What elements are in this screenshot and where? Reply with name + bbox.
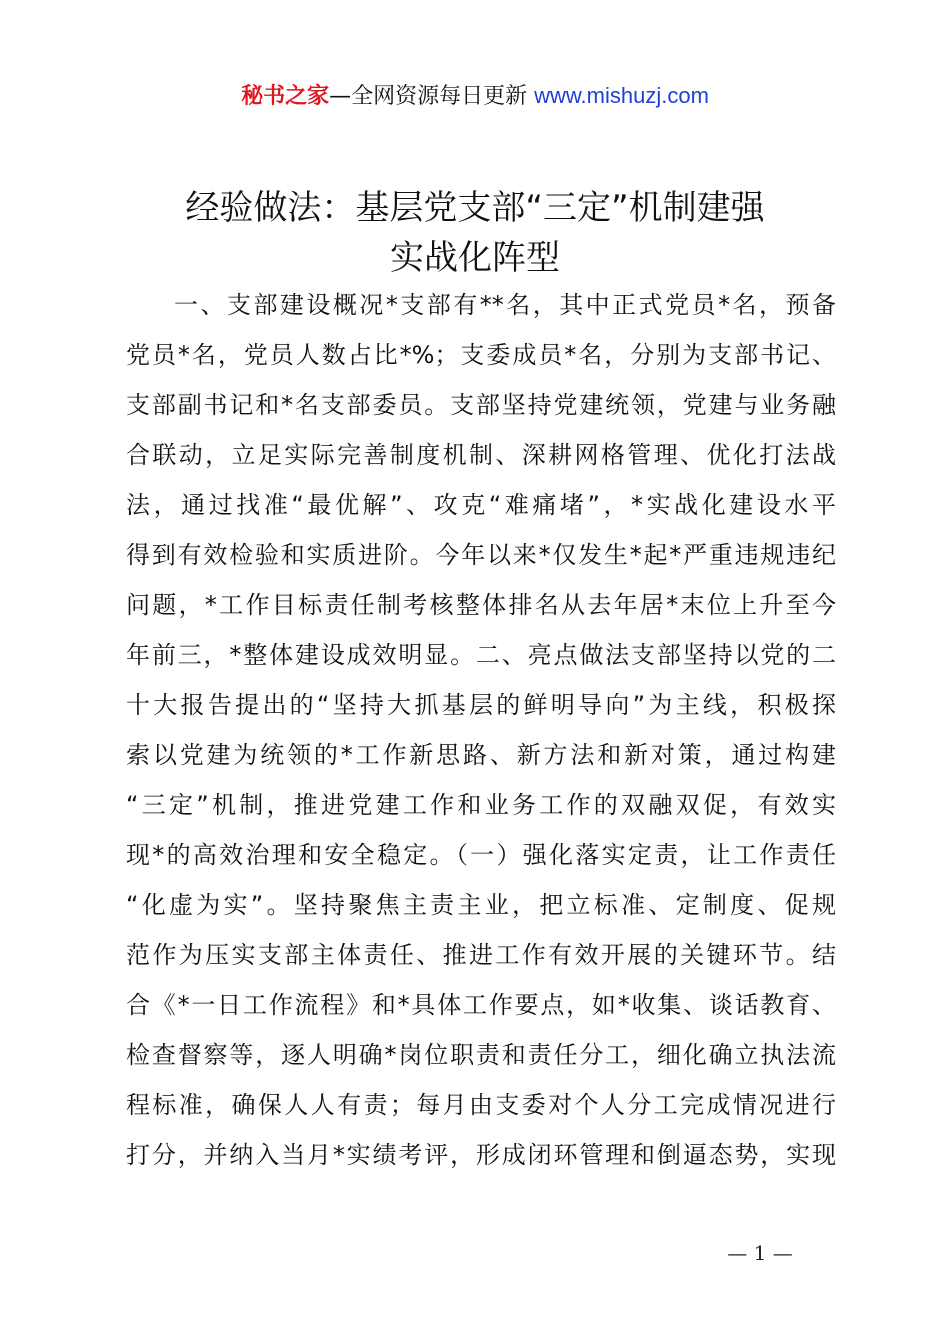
- body-paragraph: [126, 280, 836, 1180]
- brand-name: 秘书之家: [241, 84, 330, 109]
- title-line-1: 经验做法：基层党支部“三定”机制建强: [185, 188, 765, 228]
- body-line: 检查督察等，逐人明确*岗位职责和责任分工，细化确立执法流: [126, 1041, 836, 1069]
- document-title: [100, 183, 850, 283]
- body-line: 程标准，确保人人有责；每月由支委对个人分工完成情况进行: [126, 1091, 836, 1119]
- site-url-link[interactable]: www.mishuzj.com: [534, 83, 709, 108]
- body-line: 年前三，*整体建设成效明显。二、亮点做法支部坚持以党的二: [126, 641, 836, 669]
- body-line: 现*的高效治理和安全稳定。（一）强化落实定责，让工作责任: [126, 841, 836, 869]
- body-line: 支部副书记和*名支部委员。支部坚持党建统领，党建与业务融: [126, 391, 836, 419]
- body-line: 一、支部建设概况*支部有**名，其中正式党员*名，预备: [174, 291, 836, 319]
- body-line: 打分，并纳入当月*实绩考评，形成闭环管理和倒逼态势，实现: [126, 1141, 836, 1169]
- body-line: “三定”机制，推进党建工作和业务工作的双融双促，有效实: [126, 791, 836, 819]
- body-line: 十大报告提出的“坚持大抓基层的鲜明导向”为主线，积极探: [126, 691, 836, 719]
- site-header: [0, 80, 950, 113]
- body-line: 合联动，立足实际完善制度机制、深耕网格管理、优化打法战: [126, 441, 836, 469]
- body-line: 法，通过找准“最优解”、攻克“难痛堵”，*实战化建设水平: [126, 491, 836, 519]
- body-line: 合《*一日工作流程》和*具体工作要点，如*收集、谈话教育、: [126, 991, 836, 1019]
- body-line: 党员*名，党员人数占比*%；支委成员*名，分别为支部书记、: [126, 341, 836, 369]
- header-slogan: —全网资源每日更新: [329, 84, 528, 109]
- body-line: 问题，*工作目标责任制考核整体排名从去年居*末位上升至今: [126, 591, 836, 619]
- body-line: 范作为压实支部主体责任、推进工作有效开展的关键环节。结: [126, 941, 836, 969]
- title-line-2: 实战化阵型: [390, 238, 560, 278]
- body-line: “化虚为实”。坚持聚焦主责主业，把立标准、定制度、促规: [126, 891, 836, 919]
- body-line: 索以党建为统领的*工作新思路、新方法和新对策，通过构建: [126, 741, 836, 769]
- page-number: — 1 —: [727, 1241, 793, 1265]
- body-line: 得到有效检验和实质进阶。今年以来*仅发生*起*严重违规违纪: [126, 541, 836, 569]
